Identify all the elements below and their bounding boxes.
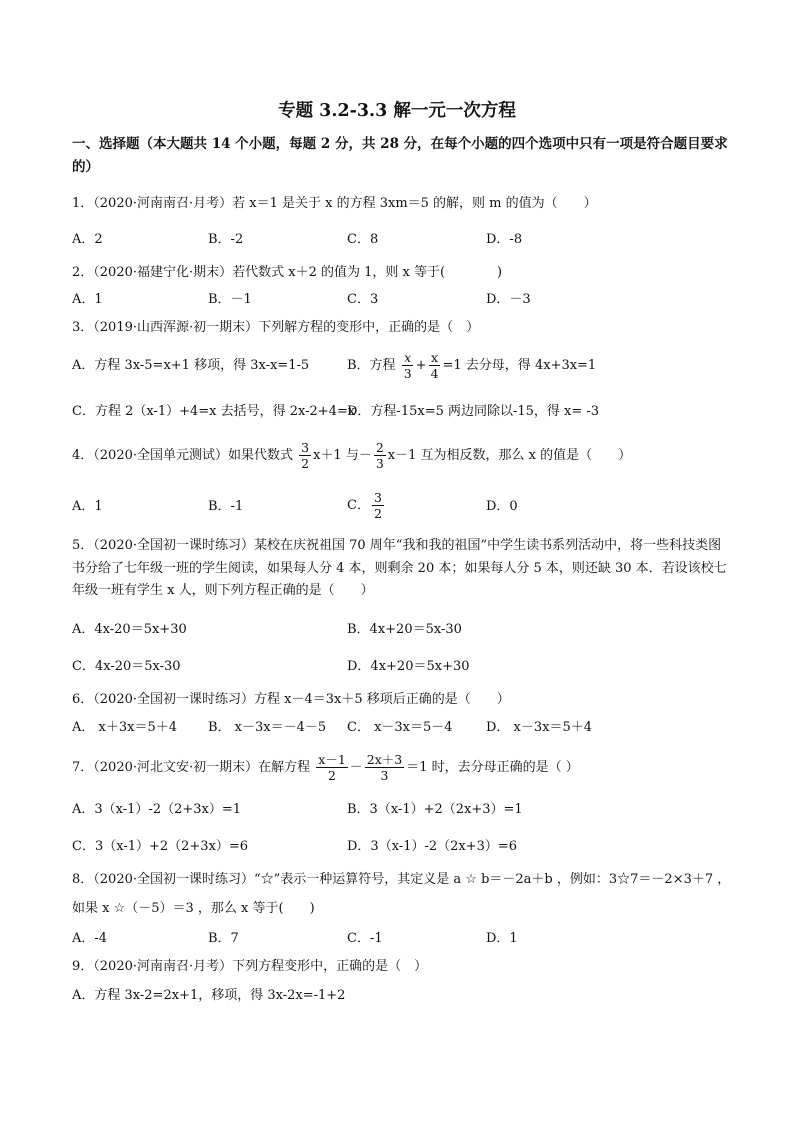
q9-option-a: A．方程 3x-2=2x+1，移项，得 3x-2x=-1+2 [72,988,346,1003]
q7-fraction-2 [365,752,404,783]
question-3: 3．（2019·山西浑源·初一期末）下列解方程的变形中，正确的是（ ） [72,320,480,335]
q5-option-b: B．4x+20＝5x-30 [347,622,462,637]
q7-suffix: ＝1 时，去分母正确的是（ ） [406,760,579,775]
q2-option-b: B．－1 [208,292,252,307]
fraction-denominator: 3 [375,456,384,471]
q4-fraction-1 [299,440,311,471]
fraction-denominator: 3 [403,366,412,381]
question-8-line-1: 8．（2020·全国初一课时练习）“☆”表示一种运算符号，其定义是 a ☆ b＝－2a＋b ，例如：3☆7＝－2×3＋7 ， [72,872,731,887]
q2-option-a: A．1 [72,292,103,307]
q7-option-d: D．3（x-1）-2（2x+3）=6 [347,839,518,854]
question-6: 6．（2020·全国初一课时练习）方程 x－4＝3x＋5 移项后正确的是（ ） [72,692,510,707]
q1-option-d: D．-8 [486,232,523,247]
fraction-denominator: 2 [328,768,336,783]
q1-option-a: A．2 [72,232,103,247]
section-heading: 一、选择题（本大题共 14 个小题，每题 2 分，共 28 分，在每个小题的四个选项中只有一项是符合题目要求的） [72,136,728,175]
q5-option-d: D．4x+20＝5x+30 [347,659,470,674]
q4-option-c [347,486,386,526]
q4-option-a: A．1 [72,499,103,514]
question-9: 9．（2020·河南南召·月考）下列方程变形中，正确的是（ ） [72,959,428,974]
fraction-numerator: x [431,350,439,365]
q6-option-d: D． x－3x＝5＋4 [486,720,593,735]
fraction-denominator: 2 [373,506,382,521]
q3-b-prefix: B．方程 [347,358,396,373]
q4-c-prefix: C． [347,498,370,513]
q7-option-a: A．3（x-1）-2（2+3x）=1 [72,802,242,817]
question-4 [72,436,631,476]
q3-option-d: D．方程-15x=5 两边同除以-15，得 x= -3 [347,404,600,419]
q4-middle-2: x－1 互为相反数，那么 x 的值是（ ） [387,448,632,463]
q2-option-c: C．3 [347,292,379,307]
q4-c-fraction [372,490,384,521]
fraction-numerator: 3 [373,490,382,505]
q7-fraction-1 [316,752,348,783]
q4-option-b: B．-1 [208,499,244,514]
q7-option-b: B．3（x-1）+2（2x+3）=1 [347,802,523,817]
q4-fraction-2 [374,440,386,471]
q3-b-plus: + [415,358,427,373]
q3-b-fraction-2 [429,350,441,381]
question-7 [72,748,579,788]
q1-option-b: B．-2 [208,232,244,247]
fraction-numerator: 2x＋3 [366,752,403,767]
q1-option-c: C．8 [347,232,379,247]
page-title: 专题 3.2-3.3 解一元一次方程 [278,101,516,121]
q6-option-a: A． x＋3x＝5＋4 [72,720,177,735]
fraction-numerator: 2 [375,440,384,455]
question-1: 1．（2020·河南南召·月考）若 x＝1 是关于 x 的方程 3xm＝5 的解，则 m 的值为（ ） [72,196,597,211]
fraction-numerator: x－1 [318,752,346,767]
q3-b-fraction-1 [402,350,414,381]
q8-option-d: D．1 [486,931,518,946]
q5-option-c: C．4x-20＝5x-30 [72,659,181,674]
fraction-denominator: 2 [301,456,310,471]
question-5: 5．（2020·全国初一课时练习）某校在庆祝祖国 70 周年“我和我的祖国”中学生读书系列活动中，将一些科技类图书分给了七年级一班的学生阅读，如果每人分 4 本，则剩余 20 本；如果每人分 5 本，则还缺 30 本．若设该校七年级一班有学生 x 人，则下列方程正确的是（ ） [72,538,727,598]
fraction-numerator: 3 [301,440,310,455]
q8-option-c: C．-1 [347,931,383,946]
q2-option-d: D．－3 [486,292,531,307]
q4-prefix: 4．（2020·全国单元测试）如果代数式 [72,448,293,463]
fraction-denominator: 4 [430,366,439,381]
question-2: 2．（2020·福建宁化·期末）若代数式 x＋2 的值为 1，则 x 等于( ) [72,265,503,280]
q3-option-c: C．方程 2（x-1）+4=x 去括号，得 2x-2+4=x [72,404,356,419]
q3-option-b [347,347,596,385]
q6-option-b: B． x－3x＝－4－5 [208,720,327,735]
fraction-denominator: 3 [380,768,389,783]
q8-option-b: B．7 [208,931,239,946]
q3-b-suffix: =1 去分母，得 4x+3x=1 [442,358,597,373]
q8-option-a: A．-4 [72,931,108,946]
q7-prefix: 7．（2020·河北文安·初一期末）在解方程 [72,760,311,775]
question-8-line-2: 如果 x ☆（－5）＝3 ，那么 x 等于( ) [72,901,315,916]
q7-minus: － [349,760,363,775]
q5-option-a: A．4x-20＝5x+30 [72,622,187,637]
q6-option-c: C． x－3x＝5－4 [347,720,453,735]
q7-option-c: C．3（x-1）+2（2+3x）=6 [72,839,249,854]
q4-option-d: D．0 [486,499,518,514]
q4-middle-1: x＋1 与－ [313,448,372,463]
q3-option-a: A．方程 3x-5=x+1 移项，得 3x-x=1-5 [72,358,310,373]
fraction-numerator: x [404,350,412,365]
